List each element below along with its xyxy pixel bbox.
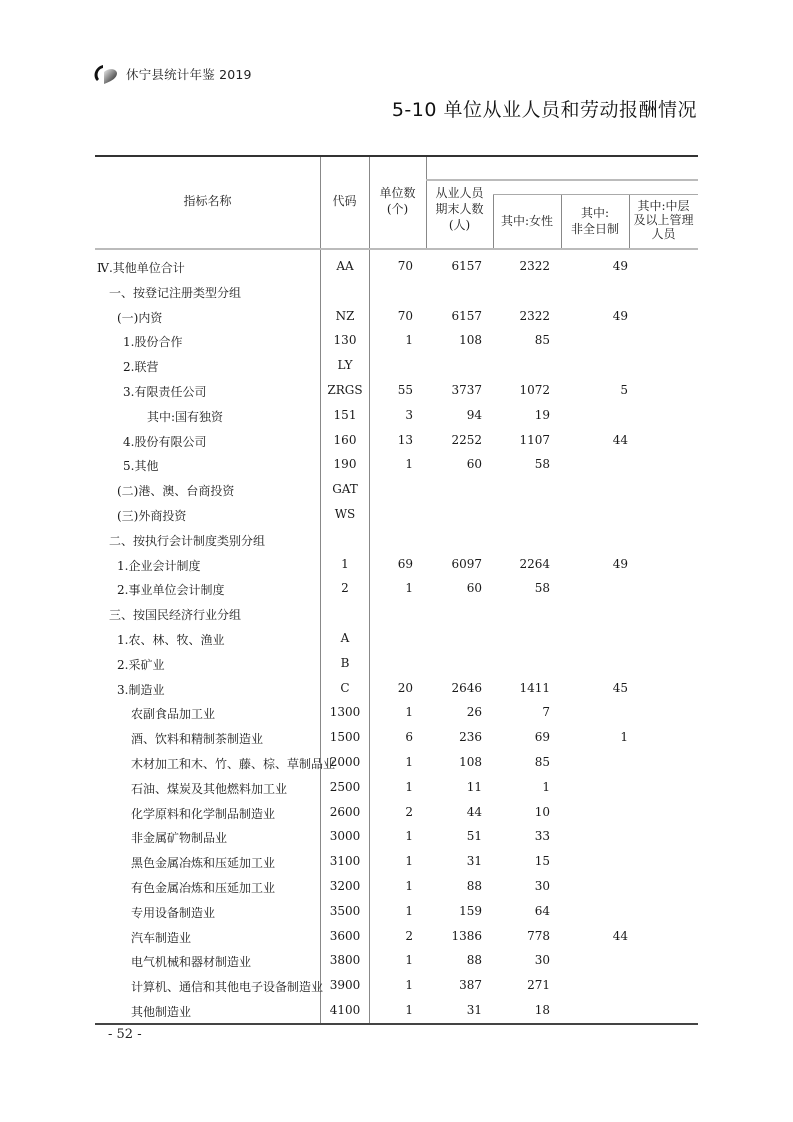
row-code: C [340, 680, 350, 695]
row-name: 有色金属冶炼和压延加工业 [131, 880, 276, 895]
row-code: ZRGS [327, 382, 363, 397]
row-units: 55 [397, 382, 413, 397]
row-name: 汽车制造业 [131, 930, 192, 945]
row-units: 1 [405, 333, 413, 348]
row-part-time: 49 [612, 259, 628, 273]
row-female: 30 [534, 878, 550, 893]
table-row [95, 553, 698, 578]
table-header [95, 157, 698, 250]
row-code: 3100 [329, 854, 361, 869]
row-name: 2.联营 [123, 360, 159, 375]
row-name: 专用设备制造业 [131, 905, 216, 920]
table-row [95, 379, 698, 404]
row-female: 1107 [519, 432, 550, 447]
row-female: 85 [534, 754, 550, 769]
row-units: 1 [405, 1002, 413, 1017]
table-row [95, 627, 698, 652]
row-name: 非金属矿物制品业 [131, 831, 228, 846]
column-header-managers-line2: 及以上管理 [633, 213, 694, 227]
table-row [95, 528, 698, 553]
row-code: 3500 [329, 903, 361, 918]
column-header-part-time-line1: 其中: [580, 206, 610, 220]
row-code: 160 [333, 432, 357, 447]
row-name: 3.制造业 [117, 682, 165, 697]
page-number: - 52 - [108, 1027, 142, 1042]
row-female: 19 [534, 407, 550, 422]
row-employees: 6157 [451, 259, 482, 273]
row-employees: 1386 [451, 928, 482, 943]
table-body [95, 255, 698, 1024]
column-header-employees-line2: 期末人数 [435, 202, 484, 216]
column-header-part-time-line2: 非全日制 [570, 222, 619, 236]
row-units: 70 [397, 259, 413, 273]
row-part-time: 45 [612, 680, 628, 695]
table-row [95, 255, 698, 280]
row-name: 1.企业会计制度 [117, 558, 201, 573]
column-header-managers-line1: 其中:中层 [637, 199, 690, 213]
table-row [95, 949, 698, 974]
row-female: 7 [542, 705, 550, 720]
table-row [95, 751, 698, 776]
row-female: 30 [534, 953, 550, 968]
table-row [95, 900, 698, 925]
row-units: 70 [397, 308, 413, 323]
row-employees: 108 [459, 754, 482, 769]
row-name: 其中:国有独资 [147, 409, 224, 424]
row-employees: 2252 [451, 432, 482, 447]
row-code: NZ [335, 308, 355, 323]
row-part-time: 44 [612, 928, 628, 943]
table-row [95, 677, 698, 702]
row-units: 1 [405, 779, 413, 794]
row-employees: 6097 [451, 556, 482, 571]
row-employees: 159 [459, 903, 482, 918]
column-header-employees [426, 185, 493, 233]
row-part-time: 44 [612, 432, 628, 447]
table-row [95, 825, 698, 850]
row-code: GAT [332, 482, 358, 497]
row-employees: 26 [466, 705, 482, 720]
row-code: WS [334, 506, 356, 521]
row-name: Ⅳ.其他单位合计 [97, 261, 185, 275]
row-name: 计算机、通信和其他电子设备制造业 [131, 980, 324, 995]
row-units: 1 [405, 903, 413, 918]
row-employees: 60 [466, 581, 482, 596]
header-bottom-rule [95, 248, 698, 250]
row-code: 3000 [329, 829, 361, 844]
row-name: (一)内资 [117, 310, 163, 325]
row-units: 1 [405, 754, 413, 769]
column-header-employees-line1: 从业人员 [435, 186, 484, 200]
row-units: 3 [405, 407, 413, 422]
row-name: (三)外商投资 [117, 508, 187, 523]
column-header-part-time [561, 205, 629, 237]
column-header-female: 其中:女性 [500, 214, 554, 228]
row-female: 1 [542, 779, 550, 794]
row-female: 18 [534, 1002, 550, 1017]
row-units: 1 [405, 953, 413, 968]
row-part-time: 5 [620, 382, 628, 397]
row-code: 3600 [329, 928, 361, 943]
row-units: 2 [405, 928, 413, 943]
row-name: 3.有限责任公司 [123, 384, 207, 399]
row-units: 1 [405, 854, 413, 869]
row-name: 酒、饮料和精制茶制造业 [131, 732, 264, 747]
row-employees: 31 [466, 1002, 482, 1017]
row-female: 778 [527, 928, 550, 943]
table-row [95, 577, 698, 602]
row-female: 2322 [519, 259, 550, 273]
row-employees: 51 [466, 829, 482, 844]
table-bottom-rule [95, 1023, 698, 1025]
row-employees: 60 [466, 457, 482, 472]
row-name: 农副食品加工业 [131, 707, 216, 722]
row-name: 二、按执行会计制度类别分组 [109, 533, 266, 548]
row-female: 2264 [519, 556, 550, 571]
table-row [95, 801, 698, 826]
table-row [95, 776, 698, 801]
row-units: 6 [405, 730, 413, 745]
row-code: B [340, 655, 350, 670]
row-units: 1 [405, 581, 413, 596]
table-row [95, 429, 698, 454]
row-employees: 387 [459, 978, 482, 993]
table-row [95, 354, 698, 379]
column-header-managers [629, 199, 698, 241]
row-name: 5.其他 [123, 459, 159, 474]
row-code: 3200 [329, 878, 361, 893]
row-code: 151 [333, 407, 357, 422]
row-name: 石油、煤炭及其他燃料加工业 [131, 781, 288, 796]
row-units: 1 [405, 829, 413, 844]
row-employees: 108 [459, 333, 482, 348]
row-name: 2.事业单位会计制度 [117, 583, 225, 598]
row-name: 1.农、林、牧、渔业 [117, 632, 225, 647]
row-female: 58 [534, 457, 550, 472]
table-row [95, 850, 698, 875]
book-title: 休宁县统计年鉴 2019 [126, 67, 252, 82]
row-female: 271 [527, 978, 550, 993]
table-row [95, 503, 698, 528]
row-employees: 236 [459, 730, 482, 745]
row-units: 1 [405, 457, 413, 472]
row-code: 3900 [329, 978, 361, 993]
table-row [95, 726, 698, 751]
column-header-employees-line3: (人) [448, 218, 471, 232]
row-code: AA [336, 259, 354, 273]
table-row [95, 999, 698, 1024]
row-code: A [340, 630, 350, 645]
row-female: 1072 [519, 382, 550, 397]
row-female: 15 [534, 854, 550, 869]
row-units: 1 [405, 878, 413, 893]
row-code: 1500 [329, 730, 361, 745]
table-row [95, 329, 698, 354]
row-name: 其他制造业 [131, 1004, 192, 1019]
row-female: 58 [534, 581, 550, 596]
row-units: 1 [405, 705, 413, 720]
row-code: 2600 [329, 804, 361, 819]
row-units: 13 [397, 432, 413, 447]
row-name: 一、按登记注册类型分组 [109, 285, 242, 300]
row-employees: 6157 [451, 308, 482, 323]
table-row [95, 478, 698, 503]
row-name: 三、按国民经济行业分组 [109, 608, 242, 623]
row-code: 4100 [329, 1002, 361, 1017]
row-code: 1300 [329, 705, 361, 720]
row-female: 85 [534, 333, 550, 348]
row-name: 2.采矿业 [117, 657, 165, 672]
row-employees: 88 [466, 953, 482, 968]
row-part-time: 1 [620, 730, 628, 745]
row-female: 64 [534, 903, 550, 918]
row-code: 1 [341, 556, 349, 571]
page-header [92, 62, 252, 86]
row-code: 130 [333, 333, 357, 348]
row-employees: 11 [466, 779, 482, 794]
row-name: 1.股份合作 [123, 335, 183, 350]
row-units: 69 [397, 556, 413, 571]
table-row [95, 925, 698, 950]
row-female: 10 [534, 804, 550, 819]
row-code: 2 [341, 581, 349, 596]
table-row [95, 280, 698, 305]
table-row [95, 875, 698, 900]
row-name: 化学原料和化学制品制造业 [131, 806, 276, 821]
row-female: 33 [534, 829, 550, 844]
row-name: (二)港、澳、台商投资 [117, 484, 235, 499]
row-name: 木材加工和木、竹、藤、棕、草制品业 [131, 756, 336, 771]
divider [426, 179, 698, 181]
row-employees: 2646 [451, 680, 482, 695]
row-female: 1411 [519, 680, 550, 695]
table-row [95, 404, 698, 429]
row-name: 黑色金属冶炼和压延加工业 [131, 856, 276, 871]
divider [493, 194, 698, 195]
column-header-name: 指标名称 [183, 194, 232, 208]
row-code: 3800 [329, 953, 361, 968]
table-row [95, 305, 698, 330]
column-header-units-line1: 单位数 [379, 186, 416, 200]
table-row [95, 453, 698, 478]
table-row [95, 602, 698, 627]
row-code: 190 [333, 457, 357, 472]
table-row [95, 652, 698, 677]
column-header-units [369, 185, 426, 217]
table-row [95, 701, 698, 726]
row-employees: 3737 [451, 382, 482, 397]
row-code: 2500 [329, 779, 361, 794]
row-name: 4.股份有限公司 [123, 434, 207, 449]
row-part-time: 49 [612, 556, 628, 571]
row-employees: 94 [466, 407, 482, 422]
row-units: 20 [397, 680, 413, 695]
row-female: 69 [534, 730, 550, 745]
row-female: 2322 [519, 308, 550, 323]
row-employees: 44 [466, 804, 482, 819]
row-employees: 88 [466, 878, 482, 893]
table-title: 5-10 单位从业人员和劳动报酬情况 [391, 99, 697, 121]
column-header-code: 代码 [332, 194, 357, 208]
column-header-units-line2: (个) [386, 202, 409, 216]
row-units: 1 [405, 978, 413, 993]
row-units: 2 [405, 804, 413, 819]
column-header-managers-line3: 人员 [651, 227, 676, 241]
row-code: 2000 [329, 754, 361, 769]
row-name: 电气机械和器材制造业 [131, 955, 252, 970]
row-employees: 31 [466, 854, 482, 869]
row-part-time: 49 [612, 308, 628, 323]
yearbook-logo-icon [92, 62, 120, 86]
row-code: LY [337, 358, 353, 373]
table-row [95, 974, 698, 999]
